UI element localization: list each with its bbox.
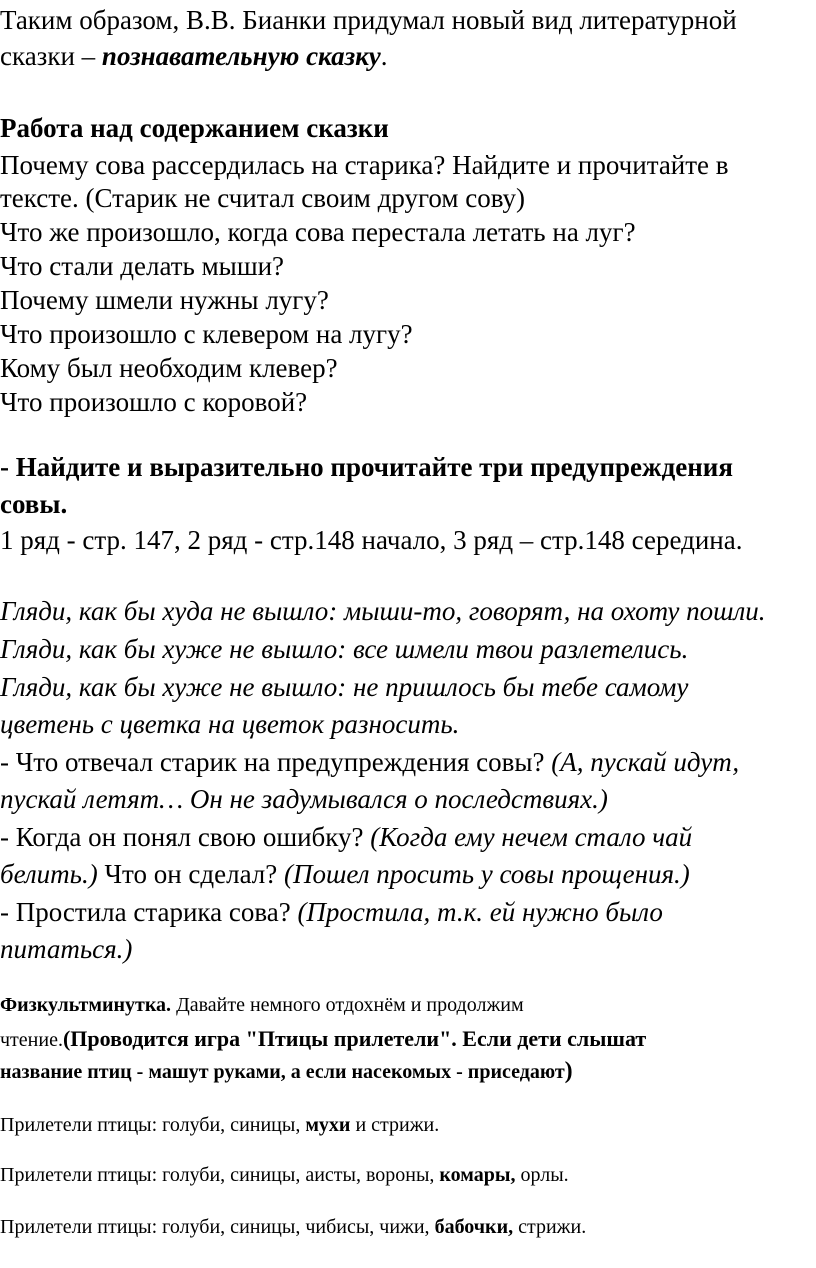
rows-assignment [0, 524, 742, 556]
question-line [0, 216, 636, 248]
warning-text: Гляди, как бы худа не вышло: мыши-то, говорят, на охоту пошли. [0, 596, 766, 626]
qa-answer: (Когда ему нечем стало чай [370, 822, 693, 852]
section-heading [0, 112, 389, 144]
qa-answer: (Пошел просить у совы прощения.) [284, 859, 690, 889]
warning-text: цветень с цветка на цветок разносить. [0, 709, 460, 739]
qa-question: - Когда он понял свою ошибку? [0, 822, 371, 852]
intro-line-1 [0, 4, 737, 36]
question-text: тексте. (Старик не считал своим другом сову) [0, 183, 526, 213]
birds-text: и стрижи. [350, 1114, 440, 1136]
intro-emphasis: познавательную сказку [101, 41, 381, 71]
intro-text: сказки – [0, 41, 102, 71]
qa-answer: (А, пускай идут, [551, 747, 740, 777]
qa-answer: пускай летят… Он не задумывался о последствиях.) [0, 784, 608, 814]
question-text: Что стали делать мыши? [0, 251, 285, 281]
question-line [0, 284, 329, 316]
qa-line [0, 896, 663, 928]
qa-line [0, 821, 692, 853]
question-text: Что произошло с коровой? [0, 387, 308, 417]
birds-line [0, 1162, 569, 1188]
heading-text: Работа над содержанием сказки [0, 113, 389, 143]
qa-question: - Простила старика сова? [0, 897, 298, 927]
insect-word: бабочки, [434, 1216, 514, 1238]
qa-line [0, 783, 608, 815]
qa-answer: питаться.) [0, 934, 133, 964]
qa-answer: белить.) [0, 859, 98, 889]
warning-line [0, 595, 766, 627]
warning-line [0, 708, 459, 740]
rows-text: 1 ряд - стр. 147, 2 ряд - стр.148 начало, 3 ряд – стр.148 середина. [0, 525, 743, 555]
fizkult-line [0, 1058, 573, 1085]
question-text: Что произошло с клевером на лугу? [0, 319, 413, 349]
insect-word: комары, [439, 1164, 516, 1186]
question-line [0, 250, 284, 282]
birds-text: стрижи. [513, 1216, 587, 1238]
insect-word: мухи [305, 1114, 351, 1136]
task-text: совы. [0, 489, 68, 519]
intro-text: Таким образом, В.В. Бианки придумал новый вид литературной [0, 5, 737, 35]
question-line [0, 149, 729, 181]
warning-line [0, 671, 688, 703]
game-description: название птиц - машут руками, а если насекомых - приседают [0, 1061, 565, 1083]
game-description: (Проводится игра "Птицы прилетели". Если дети слышат [62, 1026, 647, 1051]
question-text: Что же произошло, когда сова перестала летать на луг? [0, 217, 636, 247]
intro-line-2 [0, 40, 388, 72]
qa-question: - Что отвечал старик на предупреждения совы? [0, 747, 552, 777]
fizkult-line [0, 1026, 646, 1053]
question-line [0, 386, 307, 418]
fizkult-text: чтение. [0, 1029, 63, 1051]
fizkult-title: Физкультминутка. [0, 994, 172, 1016]
question-text: Кому был необходим клевер? [0, 353, 338, 383]
warning-line [0, 633, 688, 665]
qa-line [0, 746, 739, 778]
birds-text: Прилетели птицы: голуби, синицы, аисты, вороны, [0, 1164, 440, 1186]
warning-text: Гляди, как бы хуже не вышло: все шмели твои разлетелись. [0, 634, 689, 664]
question-line [0, 352, 338, 384]
question-text: Почему шмели нужны лугу? [0, 285, 329, 315]
task-line [0, 451, 733, 483]
fizkult-line [0, 992, 524, 1018]
question-line [0, 182, 525, 214]
birds-line [0, 1214, 586, 1240]
qa-line [0, 933, 132, 965]
qa-question: Что он сделал? [97, 859, 285, 889]
birds-line [0, 1112, 439, 1138]
birds-text: Прилетели птицы: голуби, синицы, чибисы, чижи, [0, 1216, 435, 1238]
intro-text: . [380, 41, 388, 71]
task-text: - Найдите и выразительно прочитайте три предупреждения [0, 452, 733, 482]
warning-text: Гляди, как бы хуже не вышло: не пришлось бы тебе самому [0, 672, 689, 702]
question-line [0, 318, 413, 350]
qa-answer: (Простила, т.к. ей нужно было [297, 897, 663, 927]
fizkult-text: Давайте немного отдохнём и продолжим [171, 994, 524, 1016]
game-description: ) [564, 1058, 573, 1084]
birds-text: орлы. [515, 1164, 569, 1186]
birds-text: Прилетели птицы: голуби, синицы, [0, 1114, 306, 1136]
qa-line [0, 858, 690, 890]
task-line [0, 488, 67, 520]
question-text: Почему сова рассердилась на старика? Найдите и прочитайте в [0, 150, 729, 180]
